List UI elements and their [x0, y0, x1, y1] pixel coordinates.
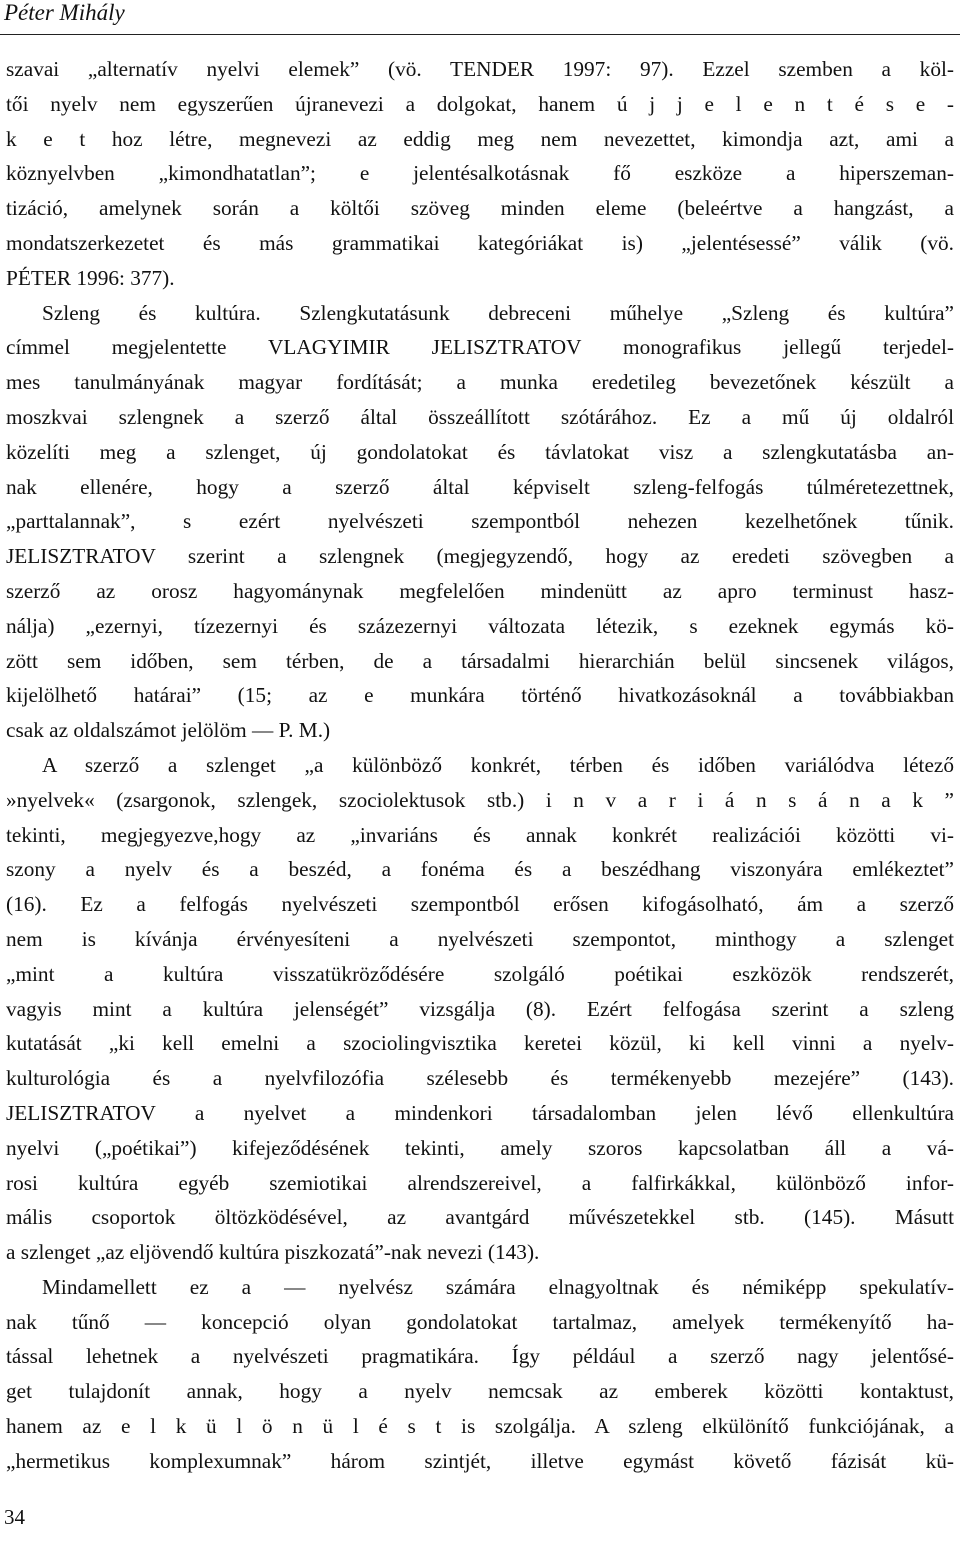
text-line: hanem az e l k ü l ö n ü l é s t is szolgálja. A szleng elkülönítő funkciójának, a	[6, 1414, 954, 1439]
text-line: (16). Ez a felfogás nyelvészeti szempontból erősen kifogásolható, ám a szerző	[6, 892, 954, 917]
text-line: mes tanulmányának magyar fordítását; a munka eredetileg bevezetőnek készült a	[6, 370, 954, 395]
text-line: kijelölhető határai” (15; az e munkára történő hivatkozásoknál a továbbiakban	[6, 683, 954, 708]
text-line: k e t hoz létre, megnevezi az eddig meg nem nevezettet, kimondja azt, ami a	[6, 126, 954, 151]
text-line: tői nyelv nem egyszerűen újranevezi a dolgokat, hanem ú j j e l e n t é s e -	[6, 91, 954, 116]
text-line: »nyelvek« (zsargonok, szlengek, szociolektusok stb.) i n v a r i á n s á n a k ”	[6, 787, 954, 812]
text-line: „mint a kultúra visszatükröződésére szolgáló poétikai eszközök rendszerét,	[6, 961, 954, 986]
text-line: „hermetikus komplexumnak” három szintjét, illetve egymást követő fázisát kü-	[6, 1448, 954, 1473]
text-line: nak tűnő — koncepció olyan gondolatokat tartalmaz, amelyek termékenyítő ha-	[6, 1309, 954, 1334]
page-header	[0, 0, 960, 35]
text-line: JELISZTRATOV szerint a szlengnek (megjegyzendő, hogy az eredeti szövegben a	[6, 544, 954, 569]
text-line: nem is kívánja érvényesíteni a nyelvészeti szempontot, minthogy a szlenget	[6, 926, 954, 951]
text-line: moszkvai szlengnek a szerző által összeállított szótárához. Ez a mű új oldalról	[6, 404, 954, 429]
text-line: szony a nyelv és a beszéd, a fonéma és a beszédhang viszonyára emlékeztet”	[6, 857, 954, 882]
text-line: köznyelvben „kimondhatatlan”; e jelentésalkotásnak fő eszköze a hiperszeman-	[6, 161, 954, 186]
text-line: PÉTER 1996: 377).	[6, 265, 175, 290]
text-line: szavai „alternatív nyelvi elemek” (vö. TENDER 1997: 97). Ezzel szemben a köl-	[6, 57, 954, 81]
text-line: szerző az orosz hagyománynak megfelelően mindenütt az арго terminust hasz-	[6, 578, 954, 603]
text-line: kutatását „ki kell emelni a szociolingvisztika keretei közül, ki kell vinni a nyelv-	[6, 1031, 954, 1056]
text-line: közelíti meg a szlenget, új gondolatokat és távlatokat visz a szlengkutatásba an-	[6, 439, 954, 464]
text-line: A szerző a szlenget „a különböző konkrét, térben és időben variálódva létező	[42, 752, 954, 777]
text-line: címmel megjelentette VLAGYIMIR JELISZTRATOV monografikus jellegű terjedel-	[6, 335, 954, 360]
page-number: 34	[4, 1505, 25, 1529]
text-line: Szleng és kultúra. Szlengkutatásunk debreceni műhelye „Szleng és kultúra”	[42, 300, 954, 325]
text-line: mális csoportok öltözködésével, az avantgárd művészetekkel stb. (145). Másutt	[6, 1205, 954, 1230]
running-head: Péter Mihály	[4, 0, 125, 25]
body-text	[6, 52, 954, 1479]
text-line: nak ellenére, hogy a szerző által képviselt szleng-felfogás túlméretezettnek,	[6, 474, 954, 499]
text-line: rosi kultúra egyéb szemiotikai alrendszereivel, a falfirkákkal, különböző infor-	[6, 1170, 954, 1195]
text-line: vagyis mint a kultúra jelenségét” vizsgálja (8). Ezért felfogása szerint a szleng	[6, 996, 954, 1021]
text-line: tással lehetnek a nyelvészeti pragmatikára. Így például a szerző nagy jelentősé-	[6, 1344, 954, 1369]
text-line: „parttalannak”, s ezért nyelvészeti szempontból nehezen kezelhetőnek tűnik.	[6, 509, 954, 534]
text-line: nálja) „ezernyi, tízezernyi és százezernyi változata létezik, s ezeknek egymás kö-	[6, 613, 954, 638]
text-line: a szlenget „az eljövendő kultúra piszkozatá”-nak nevezi (143).	[6, 1240, 540, 1265]
text-line: tekinti, megjegyezve,hogy az „invariáns és annak konkrét realizációi közötti vi-	[6, 822, 954, 847]
text-line: kulturológia és a nyelvfilozófia szélesebb és termékenyebb mezejére” (143).	[6, 1066, 954, 1091]
text-line: Mindamellett ez a — nyelvész számára elnagyoltnak és némiképp spekulatív-	[42, 1274, 954, 1299]
text-line: JELISZTRATOV a nyelvet a mindenkori társadalomban jelen lévő ellenkultúra	[6, 1100, 954, 1125]
text-line: csak az oldalszámot jelölöm — P. M.)	[6, 718, 331, 743]
text-line: tizáció, amelynek során a költői szöveg minden eleme (beleértve a hangzást, a	[6, 196, 954, 221]
text-line: mondatszerkezetet és más grammatikai kategóriákat is) „jelentésessé” válik (vö.	[6, 230, 954, 255]
text-line: nyelvi („poétikai”) kifejeződésének tekinti, amely szoros kapcsolatban áll a vá-	[6, 1135, 954, 1160]
text-line: zött sem időben, sem térben, de a társadalmi hierarchián belül sincsenek világos,	[6, 648, 954, 673]
text-line: get tulajdonít annak, hogy a nyelv nemcsak az emberek közötti kontaktust,	[6, 1379, 954, 1404]
